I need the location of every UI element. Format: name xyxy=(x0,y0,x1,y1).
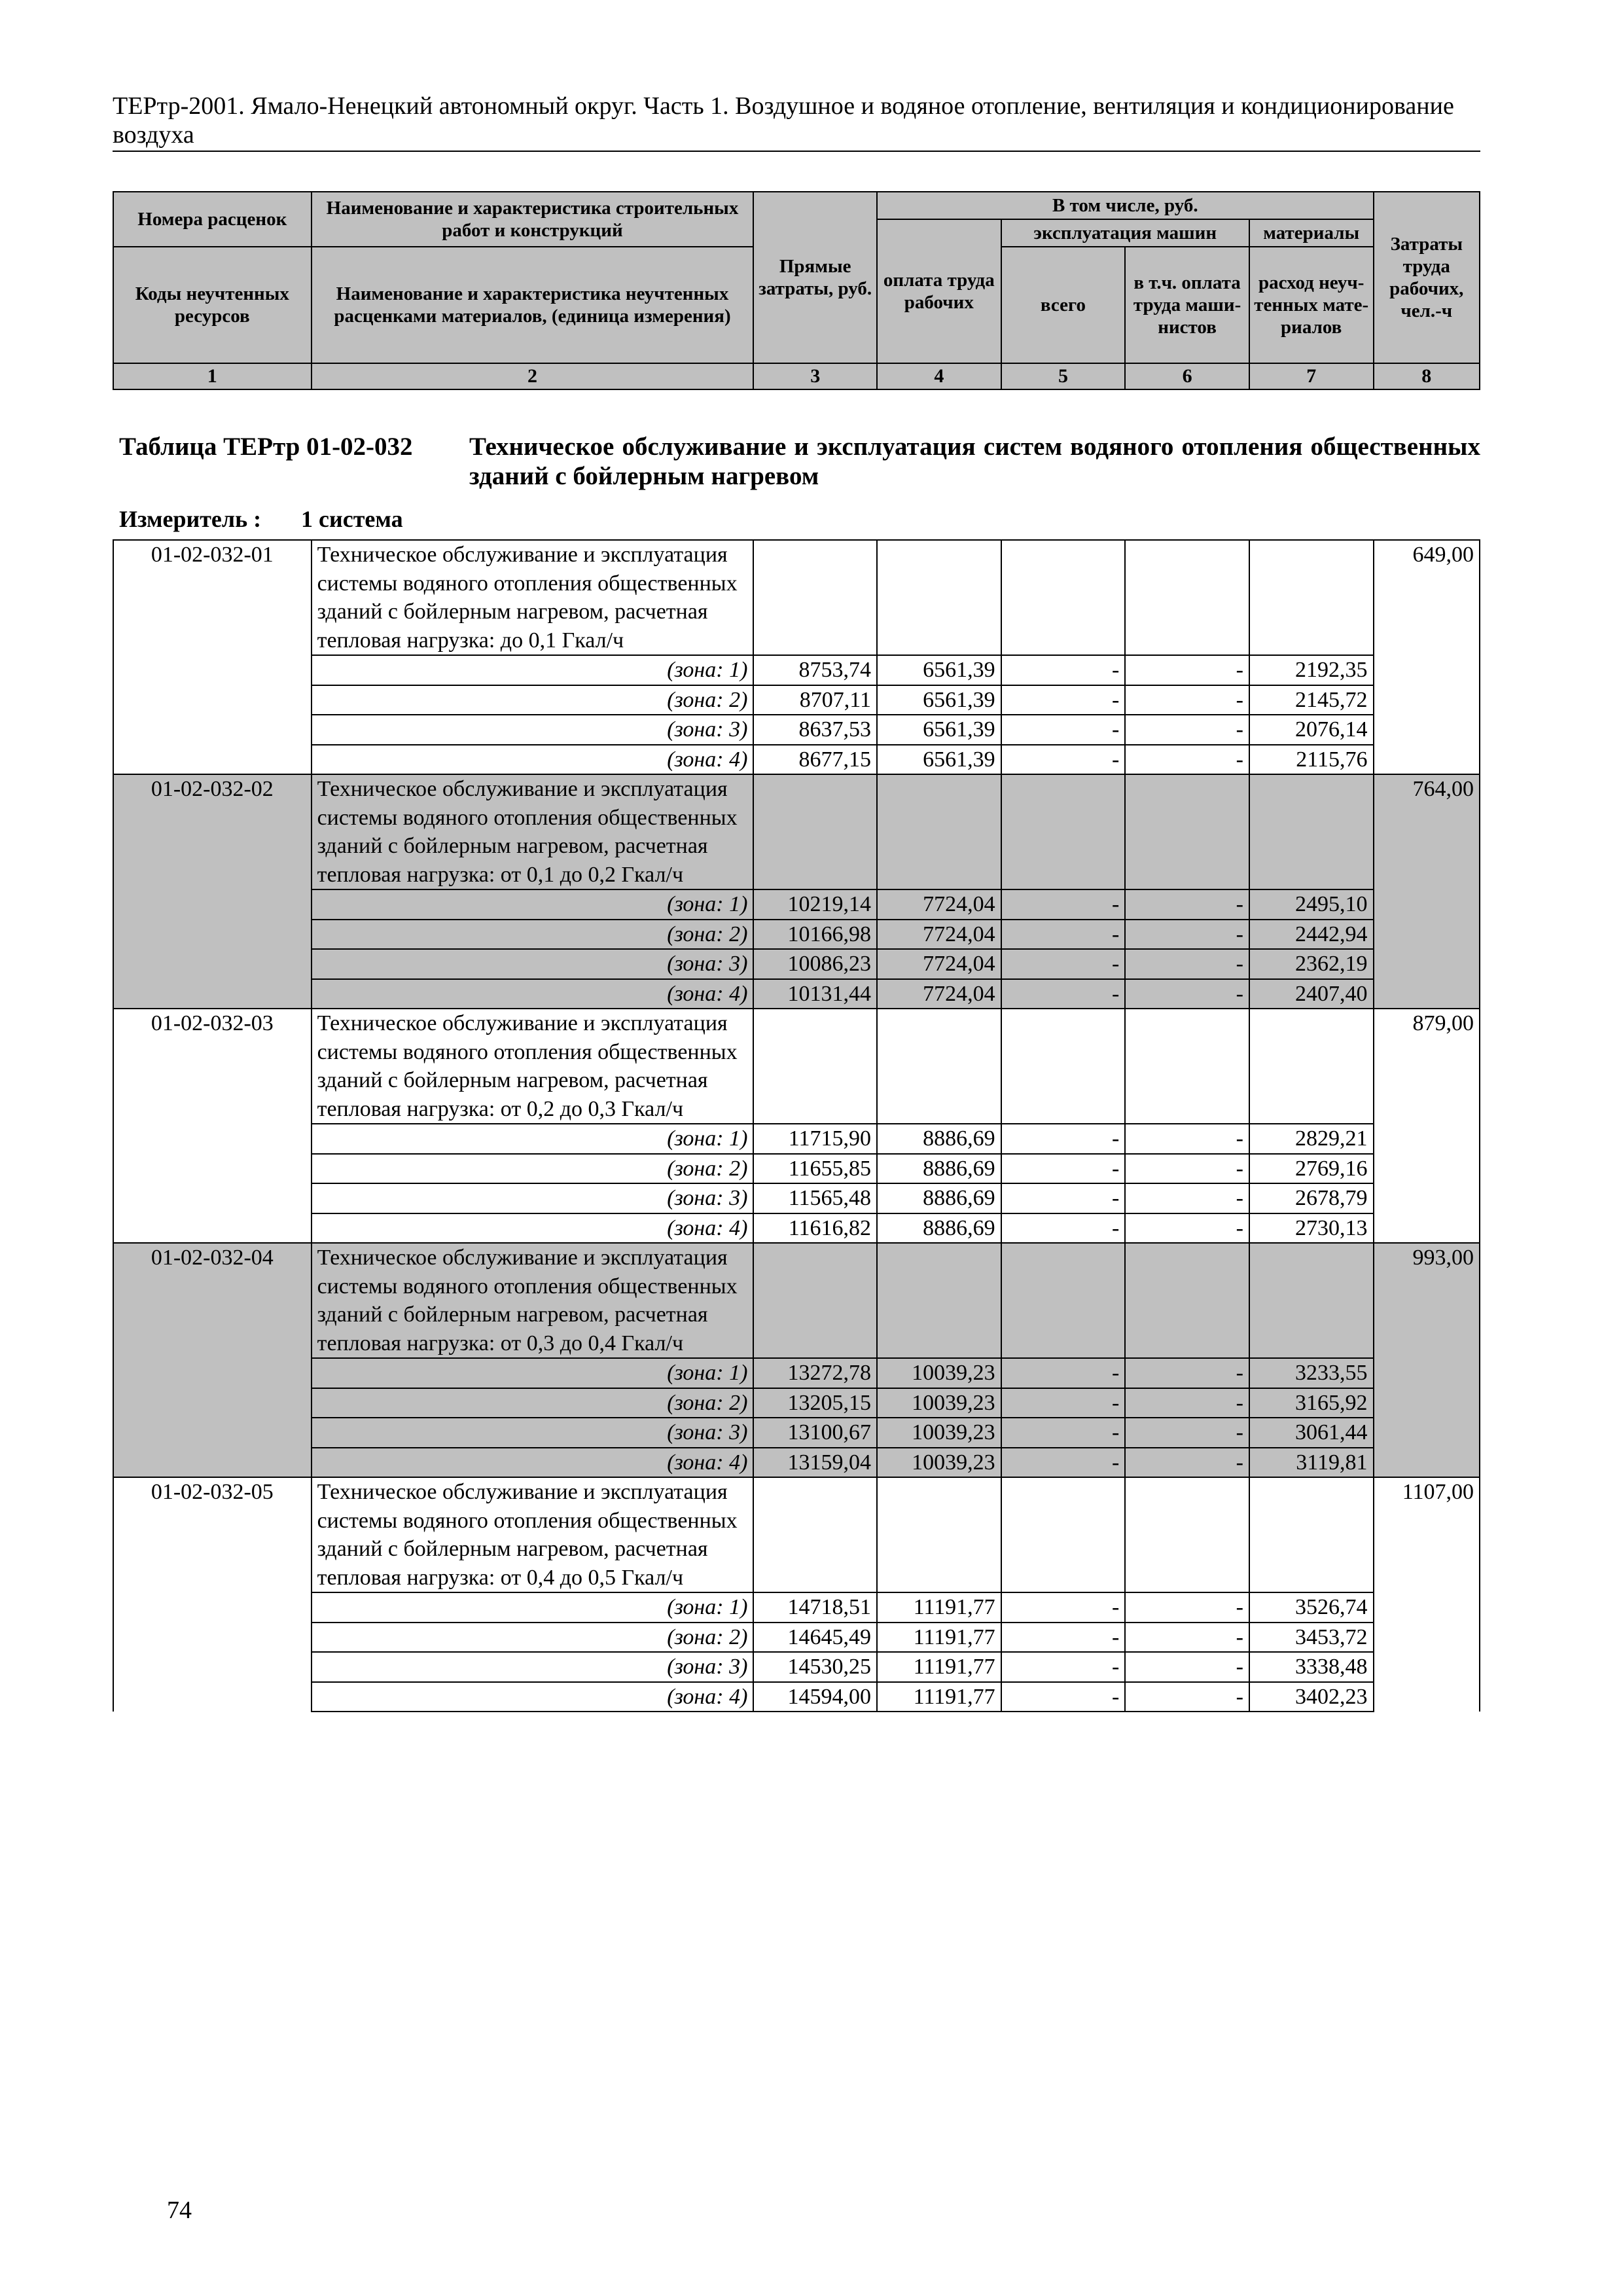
material-costs: 3453,72 xyxy=(1249,1623,1374,1653)
machine-costs: - xyxy=(1001,1358,1126,1388)
direct-costs: 13205,15 xyxy=(753,1388,877,1418)
column-number: 5 xyxy=(1001,363,1126,389)
rate-group xyxy=(113,540,1480,774)
direct-costs: 14718,51 xyxy=(753,1592,877,1623)
operator-wages: - xyxy=(1125,1623,1249,1653)
zone-label: (зона: 1) xyxy=(312,1124,754,1154)
material-costs: 3119,81 xyxy=(1249,1448,1374,1478)
zone-label: (зона: 1) xyxy=(312,655,754,685)
column-number: 3 xyxy=(753,363,877,389)
zone-row xyxy=(113,979,1480,1009)
worker-wages: 8886,69 xyxy=(877,1154,1001,1184)
empty-cell xyxy=(1001,1009,1126,1124)
worker-wages: 10039,23 xyxy=(877,1358,1001,1388)
zone-label: (зона: 3) xyxy=(312,949,754,979)
zone-label: (зона: 2) xyxy=(312,1623,754,1653)
empty-cell xyxy=(1125,1243,1249,1358)
zone-row xyxy=(113,1448,1480,1478)
rate-description: Техническое обслуживание и эксплуатация системы водяного отопления общественных зданий с бойлерным нагревом, расчетная тепловая нагрузка: от 0,3 до 0,4 Гкал/ч xyxy=(312,1243,754,1358)
machine-costs: - xyxy=(1001,1124,1126,1154)
zone-row xyxy=(113,949,1480,979)
operator-wages: - xyxy=(1125,1358,1249,1388)
zone-label: (зона: 3) xyxy=(312,1183,754,1213)
zone-label: (зона: 3) xyxy=(312,1652,754,1682)
direct-costs: 13159,04 xyxy=(753,1448,877,1478)
material-costs: 2362,19 xyxy=(1249,949,1374,979)
material-costs: 2730,13 xyxy=(1249,1213,1374,1244)
rate-description: Техническое обслуживание и эксплуатация системы водяного отопления общественных зданий с бойлерным нагревом, расчетная тепловая нагрузка: от 0,2 до 0,3 Гкал/ч xyxy=(312,1009,754,1124)
header-machines-total: всего xyxy=(1001,247,1126,363)
direct-costs: 10166,98 xyxy=(753,920,877,950)
direct-costs: 10086,23 xyxy=(753,949,877,979)
machine-costs: - xyxy=(1001,920,1126,950)
empty-cell xyxy=(753,1477,877,1592)
material-costs: 2829,21 xyxy=(1249,1124,1374,1154)
material-costs: 3233,55 xyxy=(1249,1358,1374,1388)
worker-wages: 10039,23 xyxy=(877,1448,1001,1478)
operator-wages: - xyxy=(1125,1213,1249,1244)
worker-wages: 6561,39 xyxy=(877,715,1001,745)
direct-costs: 10131,44 xyxy=(753,979,877,1009)
operator-wages: - xyxy=(1125,1124,1249,1154)
operator-wages: - xyxy=(1125,949,1249,979)
meter-label: Измеритель : xyxy=(119,506,262,532)
machine-costs: - xyxy=(1001,979,1126,1009)
operator-wages: - xyxy=(1125,1388,1249,1418)
zone-row xyxy=(113,1358,1480,1388)
zone-row xyxy=(113,1124,1480,1154)
worker-wages: 8886,69 xyxy=(877,1213,1001,1244)
worker-wages: 11191,77 xyxy=(877,1652,1001,1682)
worker-wages: 10039,23 xyxy=(877,1418,1001,1448)
material-costs: 3061,44 xyxy=(1249,1418,1374,1448)
column-number: 2 xyxy=(312,363,754,389)
worker-wages: 10039,23 xyxy=(877,1388,1001,1418)
header-operator-wages: в т.ч. оплата труда маши-нистов xyxy=(1125,247,1249,363)
machine-costs: - xyxy=(1001,1388,1126,1418)
labor-costs: 764,00 xyxy=(1374,774,1480,1009)
worker-wages: 6561,39 xyxy=(877,745,1001,775)
operator-wages: - xyxy=(1125,685,1249,715)
page-header: ТЕРтр-2001. Ямало-Ненецкий автономный округ. Часть 1. Воздушное и водяное отопление, вентиляция и кондиционирование воздуха xyxy=(113,92,1480,152)
empty-cell xyxy=(877,540,1001,655)
empty-cell xyxy=(1001,1477,1126,1592)
material-costs: 2495,10 xyxy=(1249,889,1374,920)
zone-row xyxy=(113,685,1480,715)
operator-wages: - xyxy=(1125,889,1249,920)
empty-cell xyxy=(1001,1243,1126,1358)
rate-code: 01-02-032-04 xyxy=(113,1243,312,1477)
empty-cell xyxy=(1001,540,1126,655)
machine-costs: - xyxy=(1001,889,1126,920)
operator-wages: - xyxy=(1125,1154,1249,1184)
material-costs: 3526,74 xyxy=(1249,1592,1374,1623)
machine-costs: - xyxy=(1001,1623,1126,1653)
header-machines: эксплуатация машин xyxy=(1001,219,1249,247)
zone-row xyxy=(113,1418,1480,1448)
zone-label: (зона: 4) xyxy=(312,1213,754,1244)
machine-costs: - xyxy=(1001,1213,1126,1244)
zone-row xyxy=(113,745,1480,775)
empty-cell xyxy=(1125,1477,1249,1592)
header-material-name: Наименование и характеристика неучтенных расценками материалов, (единица измерения) xyxy=(312,247,754,363)
empty-cell xyxy=(1249,774,1374,889)
material-costs: 2192,35 xyxy=(1249,655,1374,685)
zone-row xyxy=(113,715,1480,745)
direct-costs: 13272,78 xyxy=(753,1358,877,1388)
direct-costs: 13100,67 xyxy=(753,1418,877,1448)
zone-label: (зона: 2) xyxy=(312,1154,754,1184)
direct-costs: 11616,82 xyxy=(753,1213,877,1244)
zone-label: (зона: 2) xyxy=(312,920,754,950)
zone-label: (зона: 1) xyxy=(312,889,754,920)
machine-costs: - xyxy=(1001,1592,1126,1623)
machine-costs: - xyxy=(1001,949,1126,979)
material-costs: 3165,92 xyxy=(1249,1388,1374,1418)
machine-costs: - xyxy=(1001,685,1126,715)
rate-code: 01-02-032-03 xyxy=(113,1009,312,1243)
direct-costs: 11715,90 xyxy=(753,1124,877,1154)
operator-wages: - xyxy=(1125,1418,1249,1448)
zone-label: (зона: 4) xyxy=(312,1682,754,1712)
material-costs: 3402,23 xyxy=(1249,1682,1374,1712)
zone-row xyxy=(113,920,1480,950)
direct-costs: 14594,00 xyxy=(753,1682,877,1712)
material-costs: 2145,72 xyxy=(1249,685,1374,715)
rates-table xyxy=(113,539,1480,1712)
rate-code: 01-02-032-01 xyxy=(113,540,312,774)
empty-cell xyxy=(877,774,1001,889)
column-number: 6 xyxy=(1125,363,1249,389)
empty-cell xyxy=(1249,1243,1374,1358)
zone-label: (зона: 3) xyxy=(312,1418,754,1448)
rate-group xyxy=(113,1477,1480,1712)
empty-cell xyxy=(753,1009,877,1124)
rate-description: Техническое обслуживание и эксплуатация системы водяного отопления общественных зданий с бойлерным нагревом, расчетная тепловая нагрузка: до 0,1 Гкал/ч xyxy=(312,540,754,655)
header-wages: оплата труда рабочих xyxy=(877,219,1001,363)
empty-cell xyxy=(1125,540,1249,655)
meter-value: 1 система xyxy=(301,506,403,532)
zone-row xyxy=(113,1592,1480,1623)
worker-wages: 11191,77 xyxy=(877,1592,1001,1623)
header-unaccounted-materials: расход неуч-тенных мате-риалов xyxy=(1249,247,1374,363)
operator-wages: - xyxy=(1125,715,1249,745)
material-costs: 2769,16 xyxy=(1249,1154,1374,1184)
column-number: 7 xyxy=(1249,363,1374,389)
header-resource-codes: Коды неучтенных ресурсов xyxy=(113,247,312,363)
measurement-unit xyxy=(119,505,403,533)
operator-wages: - xyxy=(1125,1592,1249,1623)
material-costs: 2442,94 xyxy=(1249,920,1374,950)
zone-label: (зона: 4) xyxy=(312,745,754,775)
empty-cell xyxy=(1001,774,1126,889)
worker-wages: 8886,69 xyxy=(877,1183,1001,1213)
header-materials: материалы xyxy=(1249,219,1374,247)
table-name: Техническое обслуживание и эксплуатация систем водяного отопления общественных зданий с бойлерным нагревом xyxy=(469,433,1480,490)
empty-cell xyxy=(1125,774,1249,889)
header-rate-numbers: Номера расценок xyxy=(113,192,312,247)
worker-wages: 8886,69 xyxy=(877,1124,1001,1154)
header-including: В том числе, руб. xyxy=(877,192,1374,219)
rate-group xyxy=(113,1243,1480,1477)
zone-label: (зона: 1) xyxy=(312,1358,754,1388)
material-costs: 2076,14 xyxy=(1249,715,1374,745)
rate-code: 01-02-032-02 xyxy=(113,774,312,1009)
direct-costs: 8753,74 xyxy=(753,655,877,685)
column-header-table xyxy=(113,191,1480,390)
worker-wages: 7724,04 xyxy=(877,920,1001,950)
zone-row xyxy=(113,1154,1480,1184)
zone-row xyxy=(113,1652,1480,1682)
machine-costs: - xyxy=(1001,1652,1126,1682)
material-costs: 2115,76 xyxy=(1249,745,1374,775)
empty-cell xyxy=(877,1243,1001,1358)
machine-costs: - xyxy=(1001,745,1126,775)
labor-costs: 1107,00 xyxy=(1374,1477,1480,1712)
material-costs: 2678,79 xyxy=(1249,1183,1374,1213)
direct-costs: 11565,48 xyxy=(753,1183,877,1213)
rate-description: Техническое обслуживание и эксплуатация системы водяного отопления общественных зданий с бойлерным нагревом, расчетная тепловая нагрузка: от 0,4 до 0,5 Гкал/ч xyxy=(312,1477,754,1592)
empty-cell xyxy=(1249,1009,1374,1124)
operator-wages: - xyxy=(1125,745,1249,775)
machine-costs: - xyxy=(1001,715,1126,745)
operator-wages: - xyxy=(1125,979,1249,1009)
direct-costs: 14530,25 xyxy=(753,1652,877,1682)
zone-label: (зона: 2) xyxy=(312,1388,754,1418)
zone-label: (зона: 1) xyxy=(312,1592,754,1623)
labor-costs: 879,00 xyxy=(1374,1009,1480,1243)
empty-cell xyxy=(877,1009,1001,1124)
zone-label: (зона: 4) xyxy=(312,1448,754,1478)
zone-row xyxy=(113,889,1480,920)
worker-wages: 11191,77 xyxy=(877,1682,1001,1712)
machine-costs: - xyxy=(1001,655,1126,685)
direct-costs: 8637,53 xyxy=(753,715,877,745)
direct-costs: 14645,49 xyxy=(753,1623,877,1653)
zone-row xyxy=(113,655,1480,685)
rate-group xyxy=(113,1009,1480,1243)
empty-cell xyxy=(753,540,877,655)
rate-row xyxy=(113,540,1480,655)
operator-wages: - xyxy=(1125,1448,1249,1478)
machine-costs: - xyxy=(1001,1154,1126,1184)
zone-label: (зона: 3) xyxy=(312,715,754,745)
direct-costs: 8707,11 xyxy=(753,685,877,715)
zone-row xyxy=(113,1623,1480,1653)
machine-costs: - xyxy=(1001,1682,1126,1712)
worker-wages: 7724,04 xyxy=(877,979,1001,1009)
rate-row xyxy=(113,774,1480,889)
direct-costs: 8677,15 xyxy=(753,745,877,775)
header-work-name: Наименование и характеристика строительных работ и конструкций xyxy=(312,192,754,247)
labor-costs: 649,00 xyxy=(1374,540,1480,774)
table-code: Таблица ТЕРтр 01-02-032 xyxy=(119,433,413,461)
rate-code: 01-02-032-05 xyxy=(113,1477,312,1712)
worker-wages: 6561,39 xyxy=(877,655,1001,685)
column-number: 1 xyxy=(113,363,312,389)
operator-wages: - xyxy=(1125,920,1249,950)
zone-row xyxy=(113,1213,1480,1244)
zone-row xyxy=(113,1682,1480,1712)
rate-row xyxy=(113,1477,1480,1592)
direct-costs: 11655,85 xyxy=(753,1154,877,1184)
column-number: 4 xyxy=(877,363,1001,389)
empty-cell xyxy=(753,1243,877,1358)
worker-wages: 6561,39 xyxy=(877,685,1001,715)
empty-cell xyxy=(1249,540,1374,655)
empty-cell xyxy=(1249,1477,1374,1592)
labor-costs: 993,00 xyxy=(1374,1243,1480,1477)
operator-wages: - xyxy=(1125,1652,1249,1682)
worker-wages: 7724,04 xyxy=(877,889,1001,920)
rate-row xyxy=(113,1243,1480,1358)
rate-description: Техническое обслуживание и эксплуатация системы водяного отопления общественных зданий с бойлерным нагревом, расчетная тепловая нагрузка: от 0,1 до 0,2 Гкал/ч xyxy=(312,774,754,889)
header-direct-costs: Прямые затраты, руб. xyxy=(753,192,877,363)
rate-row xyxy=(113,1009,1480,1124)
zone-label: (зона: 2) xyxy=(312,685,754,715)
machine-costs: - xyxy=(1001,1418,1126,1448)
operator-wages: - xyxy=(1125,655,1249,685)
header-labor-costs: Затраты труда рабочих, чел.-ч xyxy=(1374,192,1480,363)
material-costs: 3338,48 xyxy=(1249,1652,1374,1682)
machine-costs: - xyxy=(1001,1448,1126,1478)
operator-wages: - xyxy=(1125,1682,1249,1712)
zone-row xyxy=(113,1183,1480,1213)
operator-wages: - xyxy=(1125,1183,1249,1213)
worker-wages: 11191,77 xyxy=(877,1623,1001,1653)
empty-cell xyxy=(753,774,877,889)
material-costs: 2407,40 xyxy=(1249,979,1374,1009)
machine-costs: - xyxy=(1001,1183,1126,1213)
column-number: 8 xyxy=(1374,363,1480,389)
empty-cell xyxy=(1125,1009,1249,1124)
zone-row xyxy=(113,1388,1480,1418)
rate-group xyxy=(113,774,1480,1009)
empty-cell xyxy=(877,1477,1001,1592)
direct-costs: 10219,14 xyxy=(753,889,877,920)
zone-label: (зона: 4) xyxy=(312,979,754,1009)
worker-wages: 7724,04 xyxy=(877,949,1001,979)
page-number: 74 xyxy=(167,2197,192,2224)
